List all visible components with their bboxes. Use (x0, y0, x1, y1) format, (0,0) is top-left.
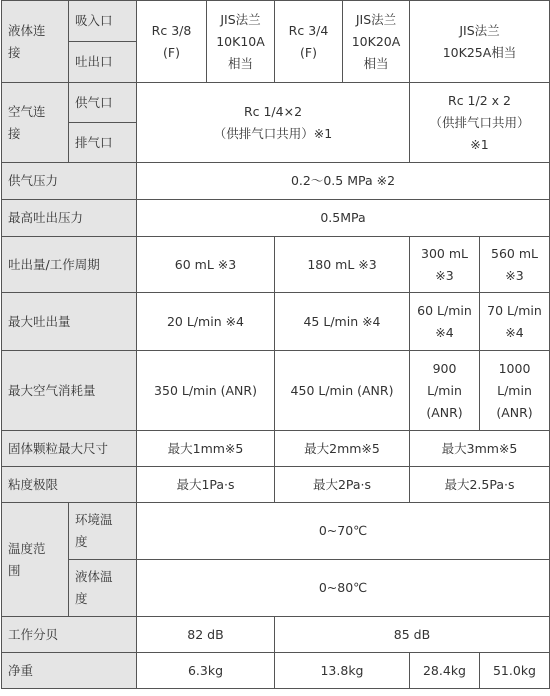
liquid-connection-value-4: JIS法兰 10K20A 相当 (343, 1, 410, 83)
viscosity-limit-value-3: 最大2.5Pa·s (410, 467, 550, 503)
discharge-per-cycle-value-4: 560 mL ※3 (480, 237, 550, 293)
noise-row (2, 617, 550, 653)
max-air-consumption-value-2: 450 L/min (ANR) (275, 351, 410, 431)
supply-pressure-label: 供气压力 (2, 163, 137, 200)
net-weight-label: 净重 (2, 653, 137, 689)
liquid-connection-value-5: JIS法兰 10K25A相当 (410, 1, 550, 83)
noise-label: 工作分贝 (2, 617, 137, 653)
max-particle-size-value-3: 最大3mm※5 (410, 431, 550, 467)
max-air-consumption-value-1: 350 L/min (ANR) (137, 351, 275, 431)
noise-value-2: 85 dB (275, 617, 550, 653)
max-particle-size-value-2: 最大2mm※5 (275, 431, 410, 467)
max-particle-size-value-1: 最大1mm※5 (137, 431, 275, 467)
discharge-per-cycle-row (2, 237, 550, 293)
max-discharge-value-1: 20 L/min ※4 (137, 293, 275, 351)
air-connection-value-2: Rc 1/2 x 2 （供排气口共用） ※1 (410, 83, 550, 163)
discharge-per-cycle-value-2: 180 mL ※3 (275, 237, 410, 293)
max-discharge-pressure-row (2, 200, 550, 237)
max-air-consumption-value-3: 900 L/min (ANR) (410, 351, 480, 431)
air-connection-value-1: Rc 1/4×2 （供排气口共用）※1 (137, 83, 410, 163)
max-discharge-value-2: 45 L/min ※4 (275, 293, 410, 351)
ambient-temperature-value: 0~70℃ (137, 503, 550, 560)
viscosity-limit-value-1: 最大1Pa·s (137, 467, 275, 503)
max-discharge-value-4: 70 L/min ※4 (480, 293, 550, 351)
ambient-temperature-row (2, 503, 550, 560)
discharge-per-cycle-value-3: 300 mL ※3 (410, 237, 480, 293)
net-weight-value-4: 51.0kg (480, 653, 550, 689)
max-air-consumption-label: 最大空气消耗量 (2, 351, 137, 431)
supply-port-label: 供气口 (69, 83, 137, 123)
discharge-per-cycle-value-1: 60 mL ※3 (137, 237, 275, 293)
viscosity-limit-value-2: 最大2Pa·s (275, 467, 410, 503)
viscosity-limit-label: 粘度极限 (2, 467, 137, 503)
noise-value-1: 82 dB (137, 617, 275, 653)
liquid-inlet-row (2, 1, 550, 42)
liquid-connection-value-1: Rc 3/8 (F) (137, 1, 207, 83)
viscosity-limit-row (2, 467, 550, 503)
liquid-connection-value-2: JIS法兰 10K10A 相当 (207, 1, 275, 83)
max-particle-size-row (2, 431, 550, 467)
discharge-per-cycle-label: 吐出量/工作周期 (2, 237, 137, 293)
specification-table (1, 0, 550, 689)
max-discharge-pressure-label: 最高吐出压力 (2, 200, 137, 237)
inlet-label: 吸入口 (69, 1, 137, 42)
air-supply-row (2, 83, 550, 123)
max-air-consumption-value-4: 1000 L/min (ANR) (480, 351, 550, 431)
max-discharge-value-3: 60 L/min ※4 (410, 293, 480, 351)
liquid-connection-value-3: Rc 3/4 (F) (275, 1, 343, 83)
temperature-range-label: 温度范 围 (2, 503, 69, 617)
max-discharge-label: 最大吐出量 (2, 293, 137, 351)
max-discharge-pressure-value: 0.5MPa (137, 200, 550, 237)
max-air-consumption-row (2, 351, 550, 431)
fluid-temperature-value: 0~80℃ (137, 560, 550, 617)
fluid-temperature-row (2, 560, 550, 617)
net-weight-value-1: 6.3kg (137, 653, 275, 689)
liquid-connection-label: 液体连 接 (2, 1, 69, 83)
air-connection-label: 空气连 接 (2, 83, 69, 163)
supply-pressure-row (2, 163, 550, 200)
exhaust-port-label: 排气口 (69, 123, 137, 163)
fluid-temperature-label: 液体温 度 (69, 560, 137, 617)
net-weight-row (2, 653, 550, 689)
supply-pressure-value: 0.2～0.5 MPa ※2 (137, 163, 550, 200)
net-weight-value-3: 28.4kg (410, 653, 480, 689)
max-discharge-row (2, 293, 550, 351)
outlet-label: 吐出口 (69, 42, 137, 83)
max-particle-size-label: 固体颗粒最大尺寸 (2, 431, 137, 467)
ambient-temperature-label: 环境温 度 (69, 503, 137, 560)
net-weight-value-2: 13.8kg (275, 653, 410, 689)
